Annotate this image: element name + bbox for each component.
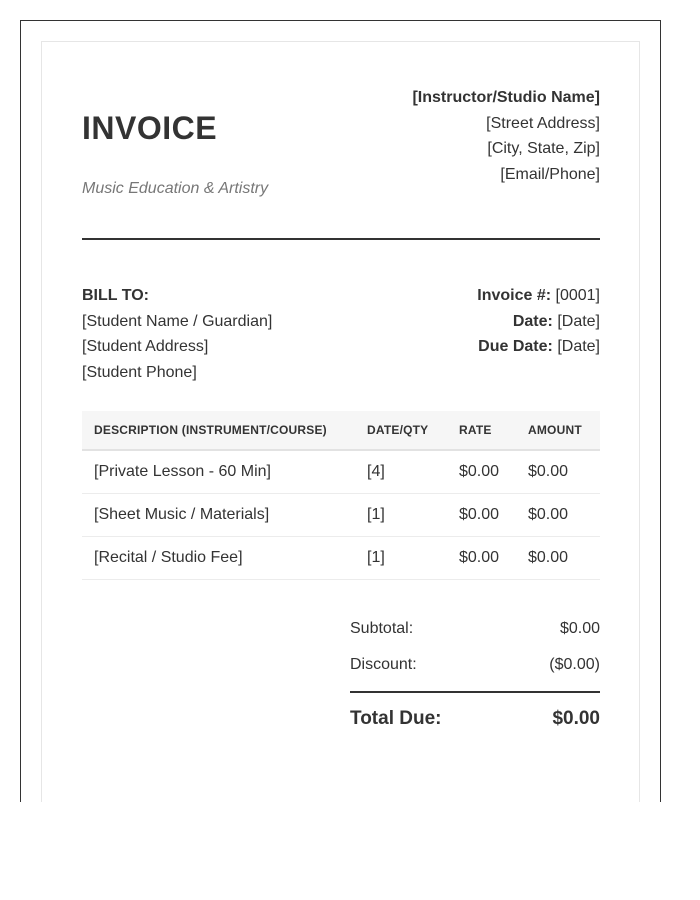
- cell-amount: $0.00: [528, 494, 600, 537]
- cell-date-qty: [4]: [367, 450, 459, 494]
- invoice-date-value: [Date]: [557, 312, 600, 330]
- table-row: [82, 494, 600, 537]
- header-date-qty: DATE/QTY: [367, 411, 459, 450]
- header-divider: [82, 238, 600, 240]
- studio-contact: [Email/Phone]: [500, 165, 600, 183]
- cell-rate: $0.00: [459, 450, 528, 494]
- cell-date-qty: [1]: [367, 537, 459, 580]
- invoice-date-line: [477, 309, 600, 335]
- cell-description: [Private Lesson - 60 Min]: [82, 450, 367, 494]
- studio-street: [Street Address]: [486, 114, 600, 132]
- due-date-label: Due Date:: [478, 338, 553, 355]
- subtotal-row: [350, 619, 600, 639]
- cell-rate: $0.00: [459, 494, 528, 537]
- totals-divider: [350, 691, 600, 693]
- total-due-value: $0.00: [552, 708, 600, 729]
- header-amount: AMOUNT: [528, 411, 600, 450]
- table-header-row: [82, 411, 600, 450]
- subtotal-value: $0.00: [559, 620, 600, 637]
- invoice-title: INVOICE: [82, 110, 218, 146]
- cell-description: [Recital / Studio Fee]: [82, 537, 367, 580]
- invoice-number-line: [477, 283, 600, 309]
- due-date-value: [Date]: [557, 338, 600, 355]
- bill-to-label: BILL TO:: [82, 287, 149, 304]
- cell-rate: $0.00: [459, 537, 528, 580]
- line-items-table: [82, 411, 600, 580]
- studio-info: [412, 85, 600, 187]
- table-row: [82, 537, 600, 580]
- invoice-date-label: Date:: [512, 312, 553, 330]
- discount-value: ($0.00): [549, 656, 600, 673]
- cell-date-qty: [1]: [367, 494, 459, 537]
- bill-to-block: [82, 283, 272, 385]
- discount-label: Discount:: [350, 656, 417, 673]
- table-row: [82, 450, 600, 494]
- bill-to-name: [Student Name / Guardian]: [82, 312, 273, 330]
- invoice-subtitle: Music Education & Artistry: [82, 180, 269, 197]
- header-description: DESCRIPTION (INSTRUMENT/COURSE): [82, 411, 367, 450]
- discount-row: [350, 655, 600, 675]
- studio-name: [Instructor/Studio Name]: [412, 89, 600, 106]
- total-due-label: Total Due:: [350, 708, 442, 729]
- invoice-meta: [477, 283, 600, 360]
- subtotal-label: Subtotal:: [350, 620, 414, 637]
- cell-amount: $0.00: [528, 450, 600, 494]
- due-date-line: [477, 334, 600, 360]
- totals-block: [350, 618, 600, 738]
- cell-description: [Sheet Music / Materials]: [82, 494, 367, 537]
- invoice-number-value: [0001]: [555, 287, 600, 304]
- cell-amount: $0.00: [528, 537, 600, 580]
- bill-to-phone: [Student Phone]: [82, 363, 197, 381]
- invoice-number-label: Invoice #:: [477, 287, 552, 304]
- header-rate: RATE: [459, 411, 528, 450]
- studio-city: [City, State, Zip]: [487, 140, 600, 157]
- bill-to-address: [Student Address]: [82, 338, 209, 355]
- total-due-row: [350, 707, 600, 731]
